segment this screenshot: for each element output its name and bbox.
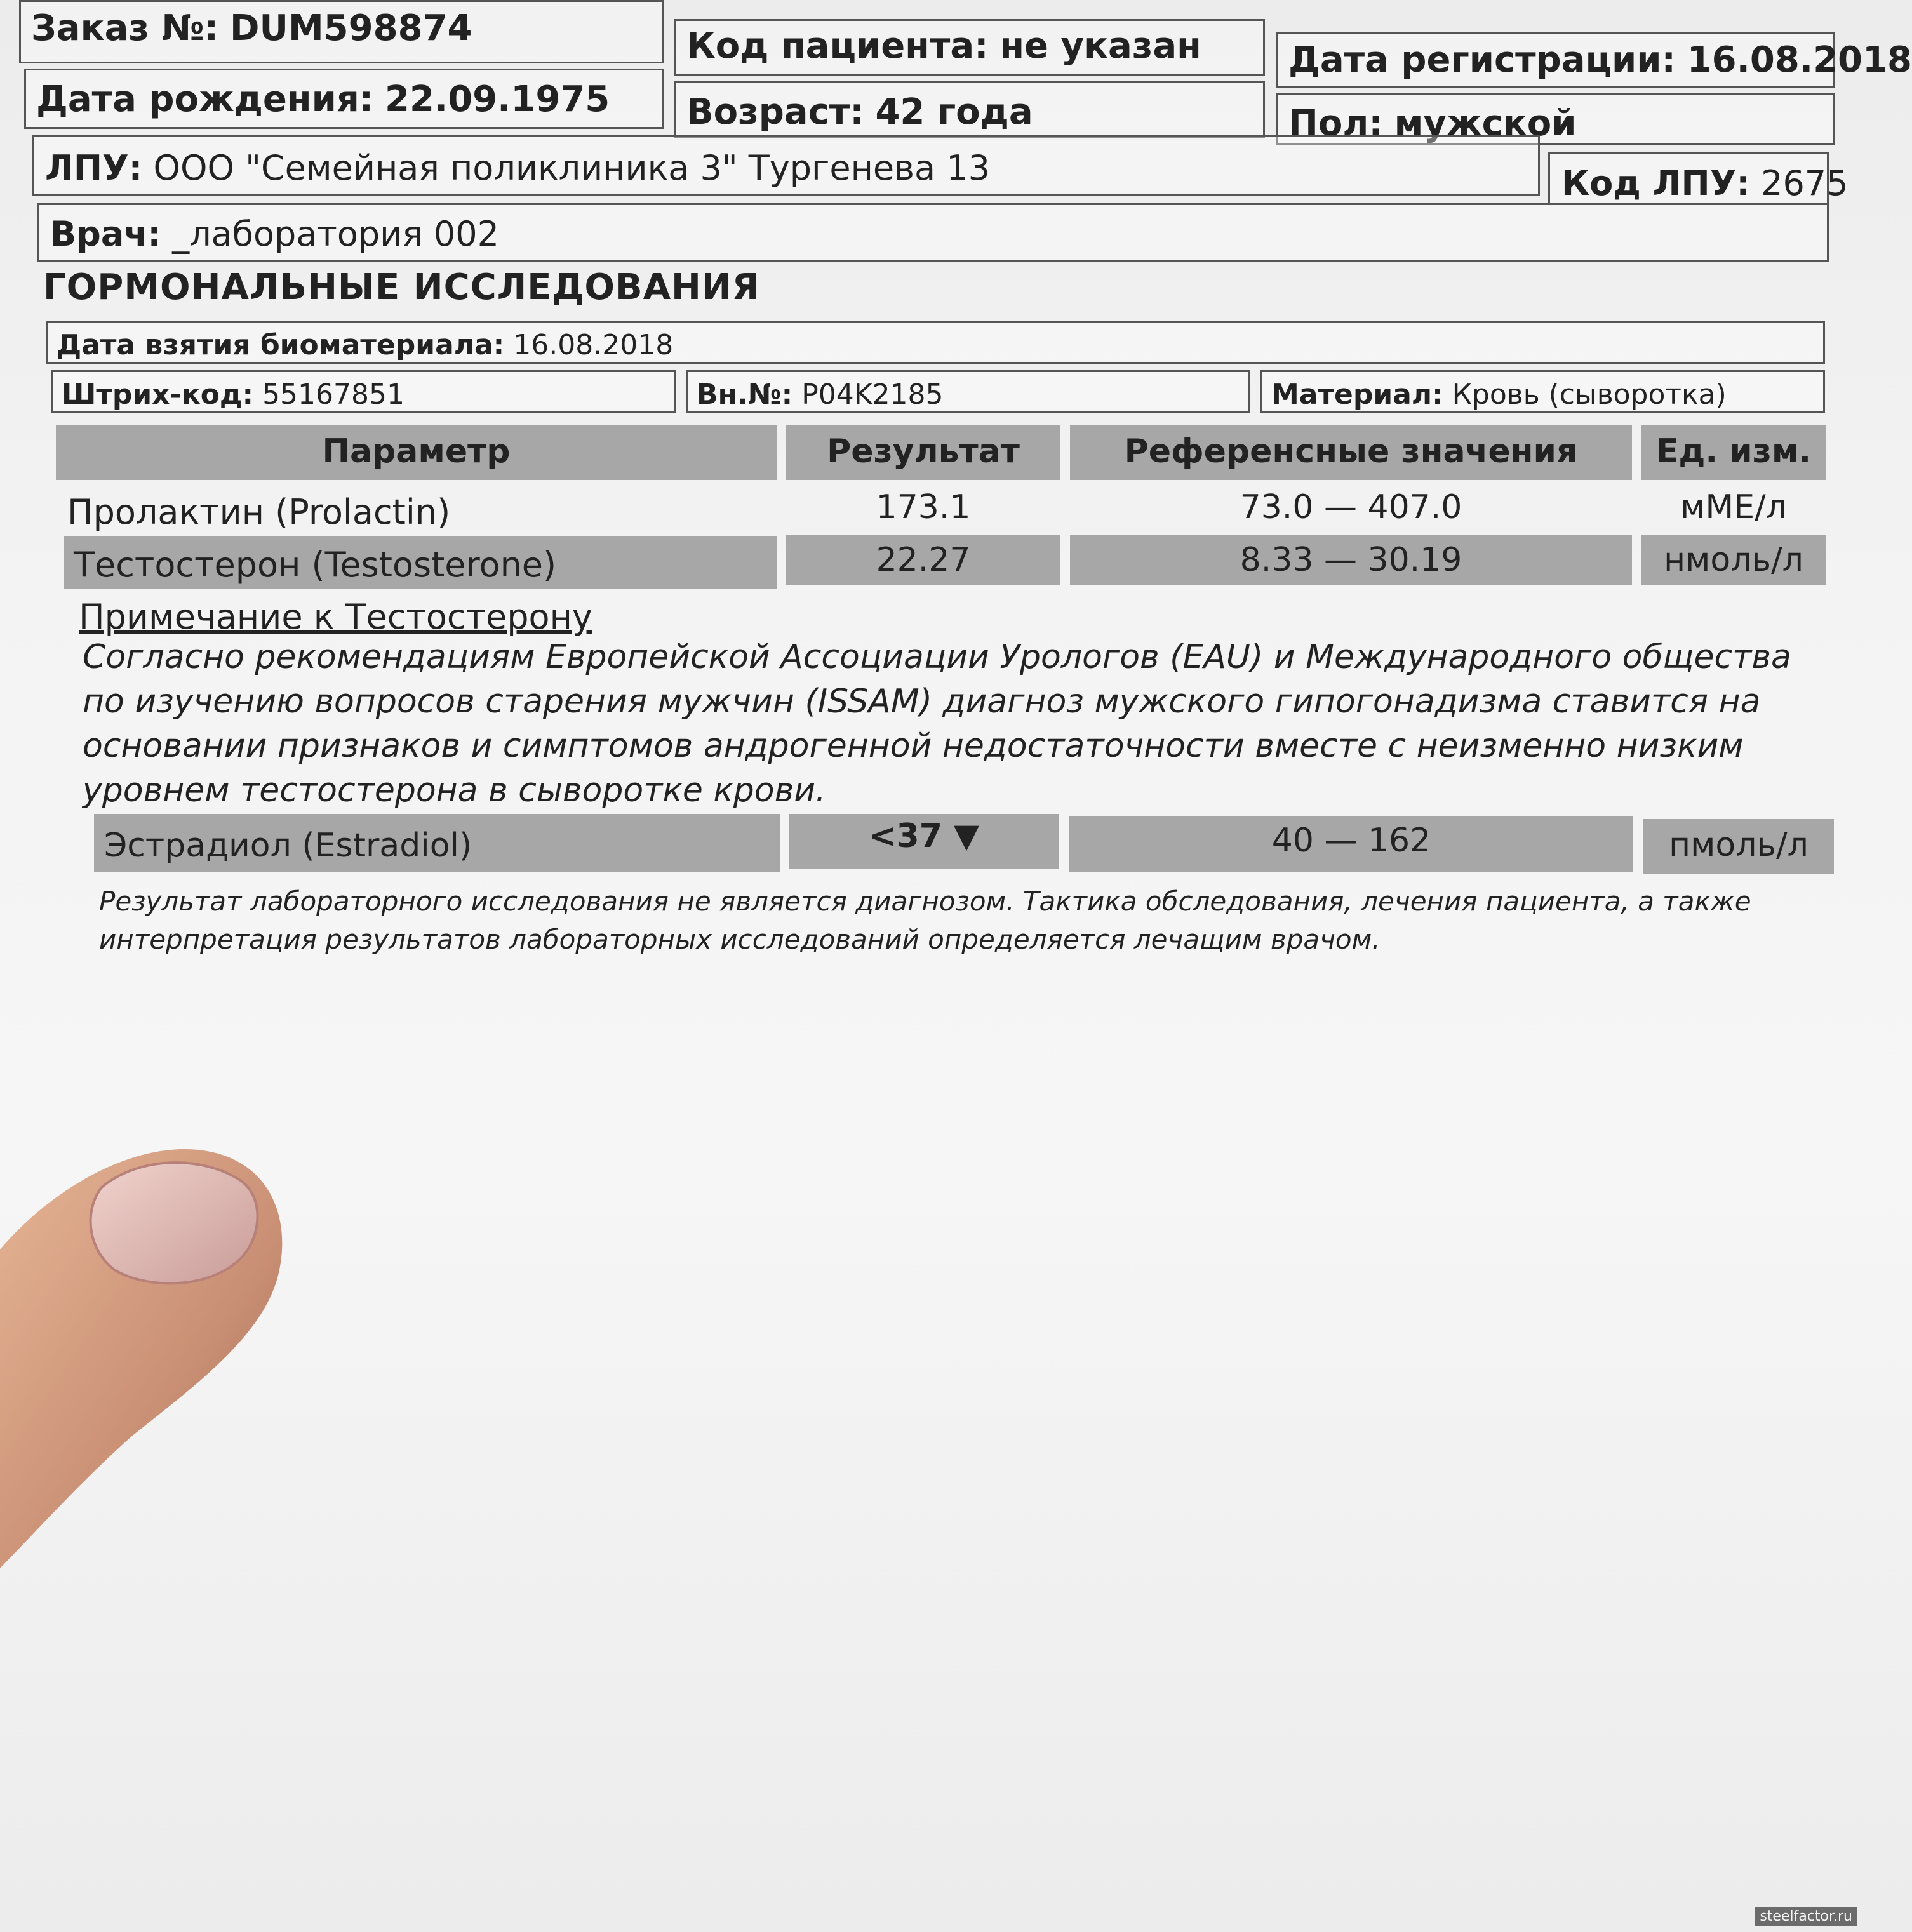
row-estradiol-unit: пмоль/л [1643,819,1834,874]
row-testosterone-unit: нмоль/л [1641,535,1826,585]
lpu-value: ООО "Семейная поликлиника 3" Тургенева 13 [153,148,990,188]
biomaterial-date-label: Дата взятия биоматериала: [57,329,505,361]
note-body: Согласно рекомендациям Европейской Ассоциации Урологов (EAU) и Международного общества по изучению вопросов старения мужчин (ISSAM) диагноз мужского гипогонадизма ставится на основании признаков и симптомов андрогенной недостаточности вместе с неизменно низким уровнем тестостерона в сыворотке крови. [83,638,1791,809]
patient-code-field [674,19,1265,76]
barcode-field [51,370,676,413]
watermark: steelfactor.ru [1755,1907,1857,1926]
note-title: Примечание к Тестостерону [79,597,592,637]
row-estradiol-param: Эстрадиол (Estradiol) [94,814,780,872]
doctor-field [37,203,1829,262]
barcode-value: 55167851 [262,378,405,411]
registration-date-field [1276,32,1912,88]
age-label: Возраст: [686,91,864,133]
row-prolactin-unit: мМЕ/л [1680,488,1787,526]
doctor-value: _лаборатория 002 [172,214,499,254]
col-header-parameter: Параметр [56,425,777,480]
doctor-label: Врач: [50,214,161,254]
internal-number-field [686,370,1250,413]
patient-code-value: не указан [999,25,1201,67]
material-value: Кровь (сыворотка) [1452,378,1727,411]
barcode-label: Штрих-код: [62,378,254,411]
row-estradiol-result: <37 ▼ [789,814,1059,869]
patient-code-label: Код пациента: [686,25,989,67]
col-header-reference: Референсные значения [1070,425,1632,480]
birth-date-field [24,69,664,129]
age-field [674,81,1265,138]
lpu-code-label: Код ЛПУ: [1561,163,1750,203]
registration-date-value: 16.08.2018 [1687,39,1912,81]
internal-number-value: P04K2185 [801,378,944,411]
sex-value: мужской [1394,103,1577,144]
col-header-unit: Ед. изм. [1641,425,1826,480]
col-header-result: Результат [786,425,1060,480]
row-prolactin-param: Пролактин (Prolactin) [67,492,451,532]
disclaimer: Результат лабораторного исследования не является диагнозом. Тактика обследования, лечения пациента, а также интерпретация результатов лабораторных исследований определяется лечащим врачом. [99,886,1751,955]
section-title: ГОРМОНАЛЬНЫЕ ИССЛЕДОВАНИЯ [43,267,760,308]
age-value: 42 года [875,91,1033,133]
order-number-value: DUM598874 [230,8,472,49]
internal-number-label: Вн.№: [697,378,793,411]
thumb-image [0,1079,324,1651]
biomaterial-date-field [46,321,1825,364]
sex-label: Пол: [1288,103,1383,144]
row-testosterone-reference: 8.33 — 30.19 [1070,535,1632,585]
lpu-code-value: 2675 [1761,163,1848,203]
lpu-label: ЛПУ: [45,148,143,188]
material-field [1260,370,1825,413]
material-label: Материал: [1271,378,1443,411]
birth-date-value: 22.09.1975 [385,79,610,120]
row-testosterone-param: Тестостерон (Testosterone) [64,536,777,589]
lpu-field [32,135,1540,196]
row-testosterone-result: 22.27 [786,535,1060,585]
order-number-field [19,0,664,63]
row-prolactin-result: 173.1 [876,488,971,526]
registration-date-label: Дата регистрации: [1288,39,1676,81]
lpu-code-field [1548,152,1848,204]
row-estradiol-reference: 40 — 162 [1069,816,1633,872]
birth-date-label: Дата рождения: [36,79,374,120]
row-prolactin-reference: 73.0 — 407.0 [1240,488,1462,526]
biomaterial-date-value: 16.08.2018 [513,329,674,361]
order-number-label: Заказ №: [31,8,219,49]
